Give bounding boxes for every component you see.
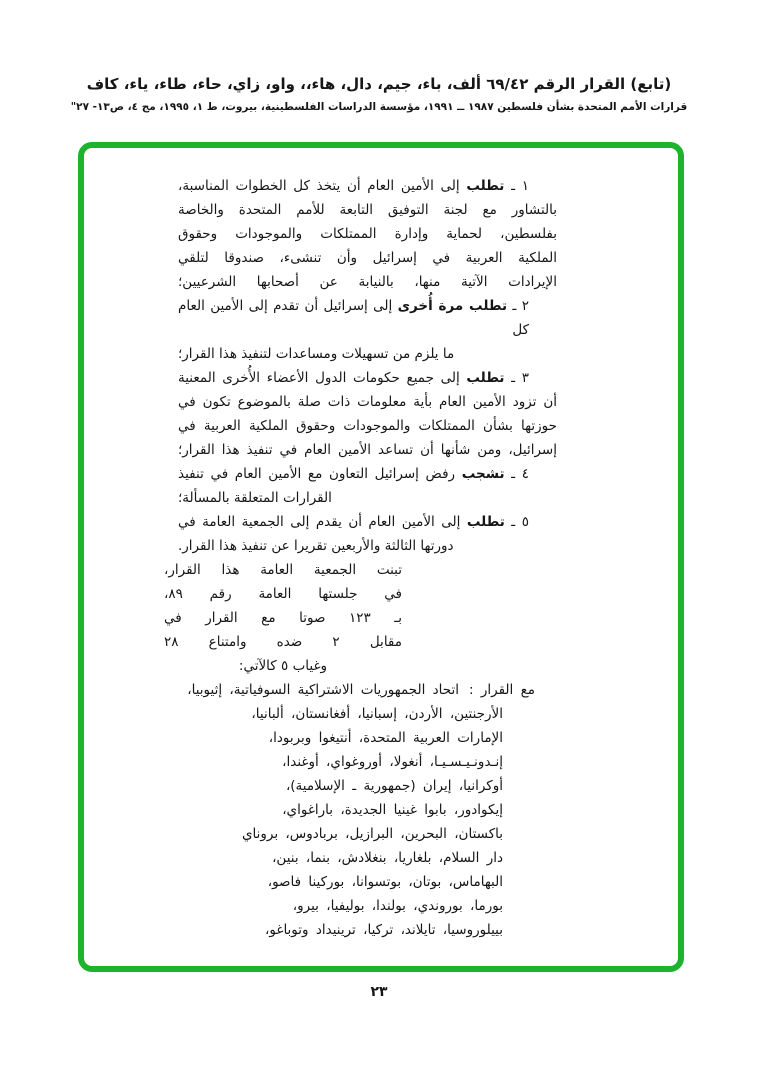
header-resolution-title: (تابع) القرار الرقم ٦٩/٤٢ ألف، باء، جيم، دال، هاء،، واو، زاي، حاء، طاء، ياء، كاف	[86, 75, 672, 93]
paragraph-4-line: القرارات المتعلقة بالمسألة؛	[178, 490, 332, 506]
paragraph-5-line: دورتها الثالثة والأربعين تقريرا عن تنفيذ هذا القرار.	[178, 538, 454, 554]
vote-record-line: تبنت الجمعية العامة هذا القرار،	[164, 562, 402, 578]
countries-for-line: الإمارات العربية المتحدة، أنتيغوا وبربودا،	[268, 730, 503, 746]
paragraph-number: ٤ ـ	[504, 466, 529, 482]
paragraph-1-line	[178, 174, 557, 198]
paragraph-2-line: ما يلزم من تسهيلات ومساعدات لتنفيذ هذا القرار؛	[178, 346, 455, 362]
paragraph-3-line: حوزتها بشأن الممتلكات والموجودات وحقوق الملكية العربية في	[178, 418, 557, 434]
operative-verb: تطلب	[466, 514, 505, 530]
countries-for-line: إنـدونـيـسـيـا، أنغولا، أوروغواي، أوغندا،	[282, 754, 503, 770]
operative-verb: تطلب	[466, 178, 505, 194]
paragraph-text: إلى الأمين العام أن يقدم إلى الجمعية العامة في	[178, 514, 467, 530]
paragraph-3-line	[178, 366, 557, 390]
countries-for-line: أوكرانيا، إيران (جمهورية ـ الإسلامية)،	[285, 778, 503, 794]
countries-for-line: بييلوروسيا، تايلاند، تركيا، ترينيداد وتوباغو،	[265, 922, 503, 938]
countries-for-block	[178, 678, 557, 942]
countries-for-line: باكستان، البحرين، البرازيل، بربادوس، بروناي	[241, 826, 503, 842]
countries-for-line: البهاماس، بوتان، بوتسوانا، بوركينا فاصو،	[267, 874, 503, 890]
vote-record-line: مقابل ٢ ضده وامتناع ٢٨	[164, 634, 402, 650]
paragraph-number: ٣ ـ	[504, 370, 529, 386]
countries-text: اتحاد الجمهوريات الاشتراكية السوفياتية، إثيوبيا،	[187, 682, 460, 698]
paragraph-1-line: الإيرادات الآتية منها، بالنيابة عن أصحابها الشرعيين؛	[178, 274, 557, 290]
paragraph-number: ٢ ـ	[507, 298, 529, 314]
paragraph-1-line: بفلسطين، لحماية وإدارة الممتلكات والموجودات وحقوق	[178, 226, 557, 242]
header-source-citation: قرارات الأمم المتحدة بشأن فلسطين ١٩٨٧ ــ ١٩٩١، مؤسسة الدراسات الفلسطينية، بيروت، ط ١، ١٩٩٥، مج ٤، ص١٣- ٢٧"	[70, 101, 688, 113]
paragraph-1-line: بالتشاور مع لجنة التوفيق التابعة للأمم المتحدة والخاصة	[178, 202, 557, 218]
operative-verb: تطلب مرة أُخرى	[397, 298, 508, 314]
countries-for-line: بورما، بوروندي، بولندا، بوليفيا، بيرو،	[292, 898, 503, 914]
page-header	[0, 72, 758, 116]
paragraph-5-line	[178, 510, 557, 534]
paragraph-text: رفض إسرائيل التعاون مع الأمين العام في تنفيذ	[178, 466, 462, 482]
paragraph-1-line: الملكية العربية في إسرائيل وأن تنشىء، صندوقا لتلقي	[178, 250, 557, 266]
resolution-text	[164, 174, 557, 942]
operative-verb: تطلب	[466, 370, 505, 386]
paragraph-text: إلى إسرائيل أن تقدم إلى الأمين العام كل	[178, 298, 529, 338]
paragraph-2-line	[178, 294, 557, 342]
operative-verb: تشجب	[461, 466, 505, 482]
vote-record-line: في جلستها العامة رقم ٨٩،	[164, 586, 402, 602]
vote-for-label: مع القرار :	[469, 682, 535, 698]
paragraph-3-line: إسرائيل، ومن شأنها أن تساعد الأمين العام في تنفيذ هذا القرار؛	[178, 442, 557, 458]
vote-record-line: بـ ١٢٣ صوتا مع القرار في	[164, 610, 402, 626]
vote-record-block	[164, 558, 402, 678]
paragraph-text: إلى الأمين العام أن يتخذ كل الخطوات المناسبة،	[178, 178, 467, 194]
countries-for-line	[178, 678, 557, 702]
countries-for-line: إيكوادور، بابوا غينيا الجديدة، باراغواي،	[282, 802, 503, 818]
countries-for-line: الأرجنتين، الأردن، إسبانيا، أفغانستان، ألبانيا،	[251, 706, 503, 722]
paragraph-number: ٥ ـ	[504, 514, 529, 530]
paragraph-3-line: أن تزود الأمين العام بأية معلومات ذات صلة بالموضوع تكون في	[178, 394, 557, 410]
countries-for-line: دار السلام، بلغاريا، بنغلادش، بنما، بنين،	[272, 850, 503, 866]
paragraph-number: ١ ـ	[504, 178, 529, 194]
resolution-frame	[78, 142, 684, 972]
vote-record-line: وغياب ٥ كالآتي:	[238, 658, 328, 674]
paragraph-text: إلى جميع حكومات الدول الأعضاء الأُخرى المعنية	[178, 370, 467, 386]
paragraph-4-line	[178, 462, 557, 486]
page-number: ٢٣	[370, 984, 388, 1000]
